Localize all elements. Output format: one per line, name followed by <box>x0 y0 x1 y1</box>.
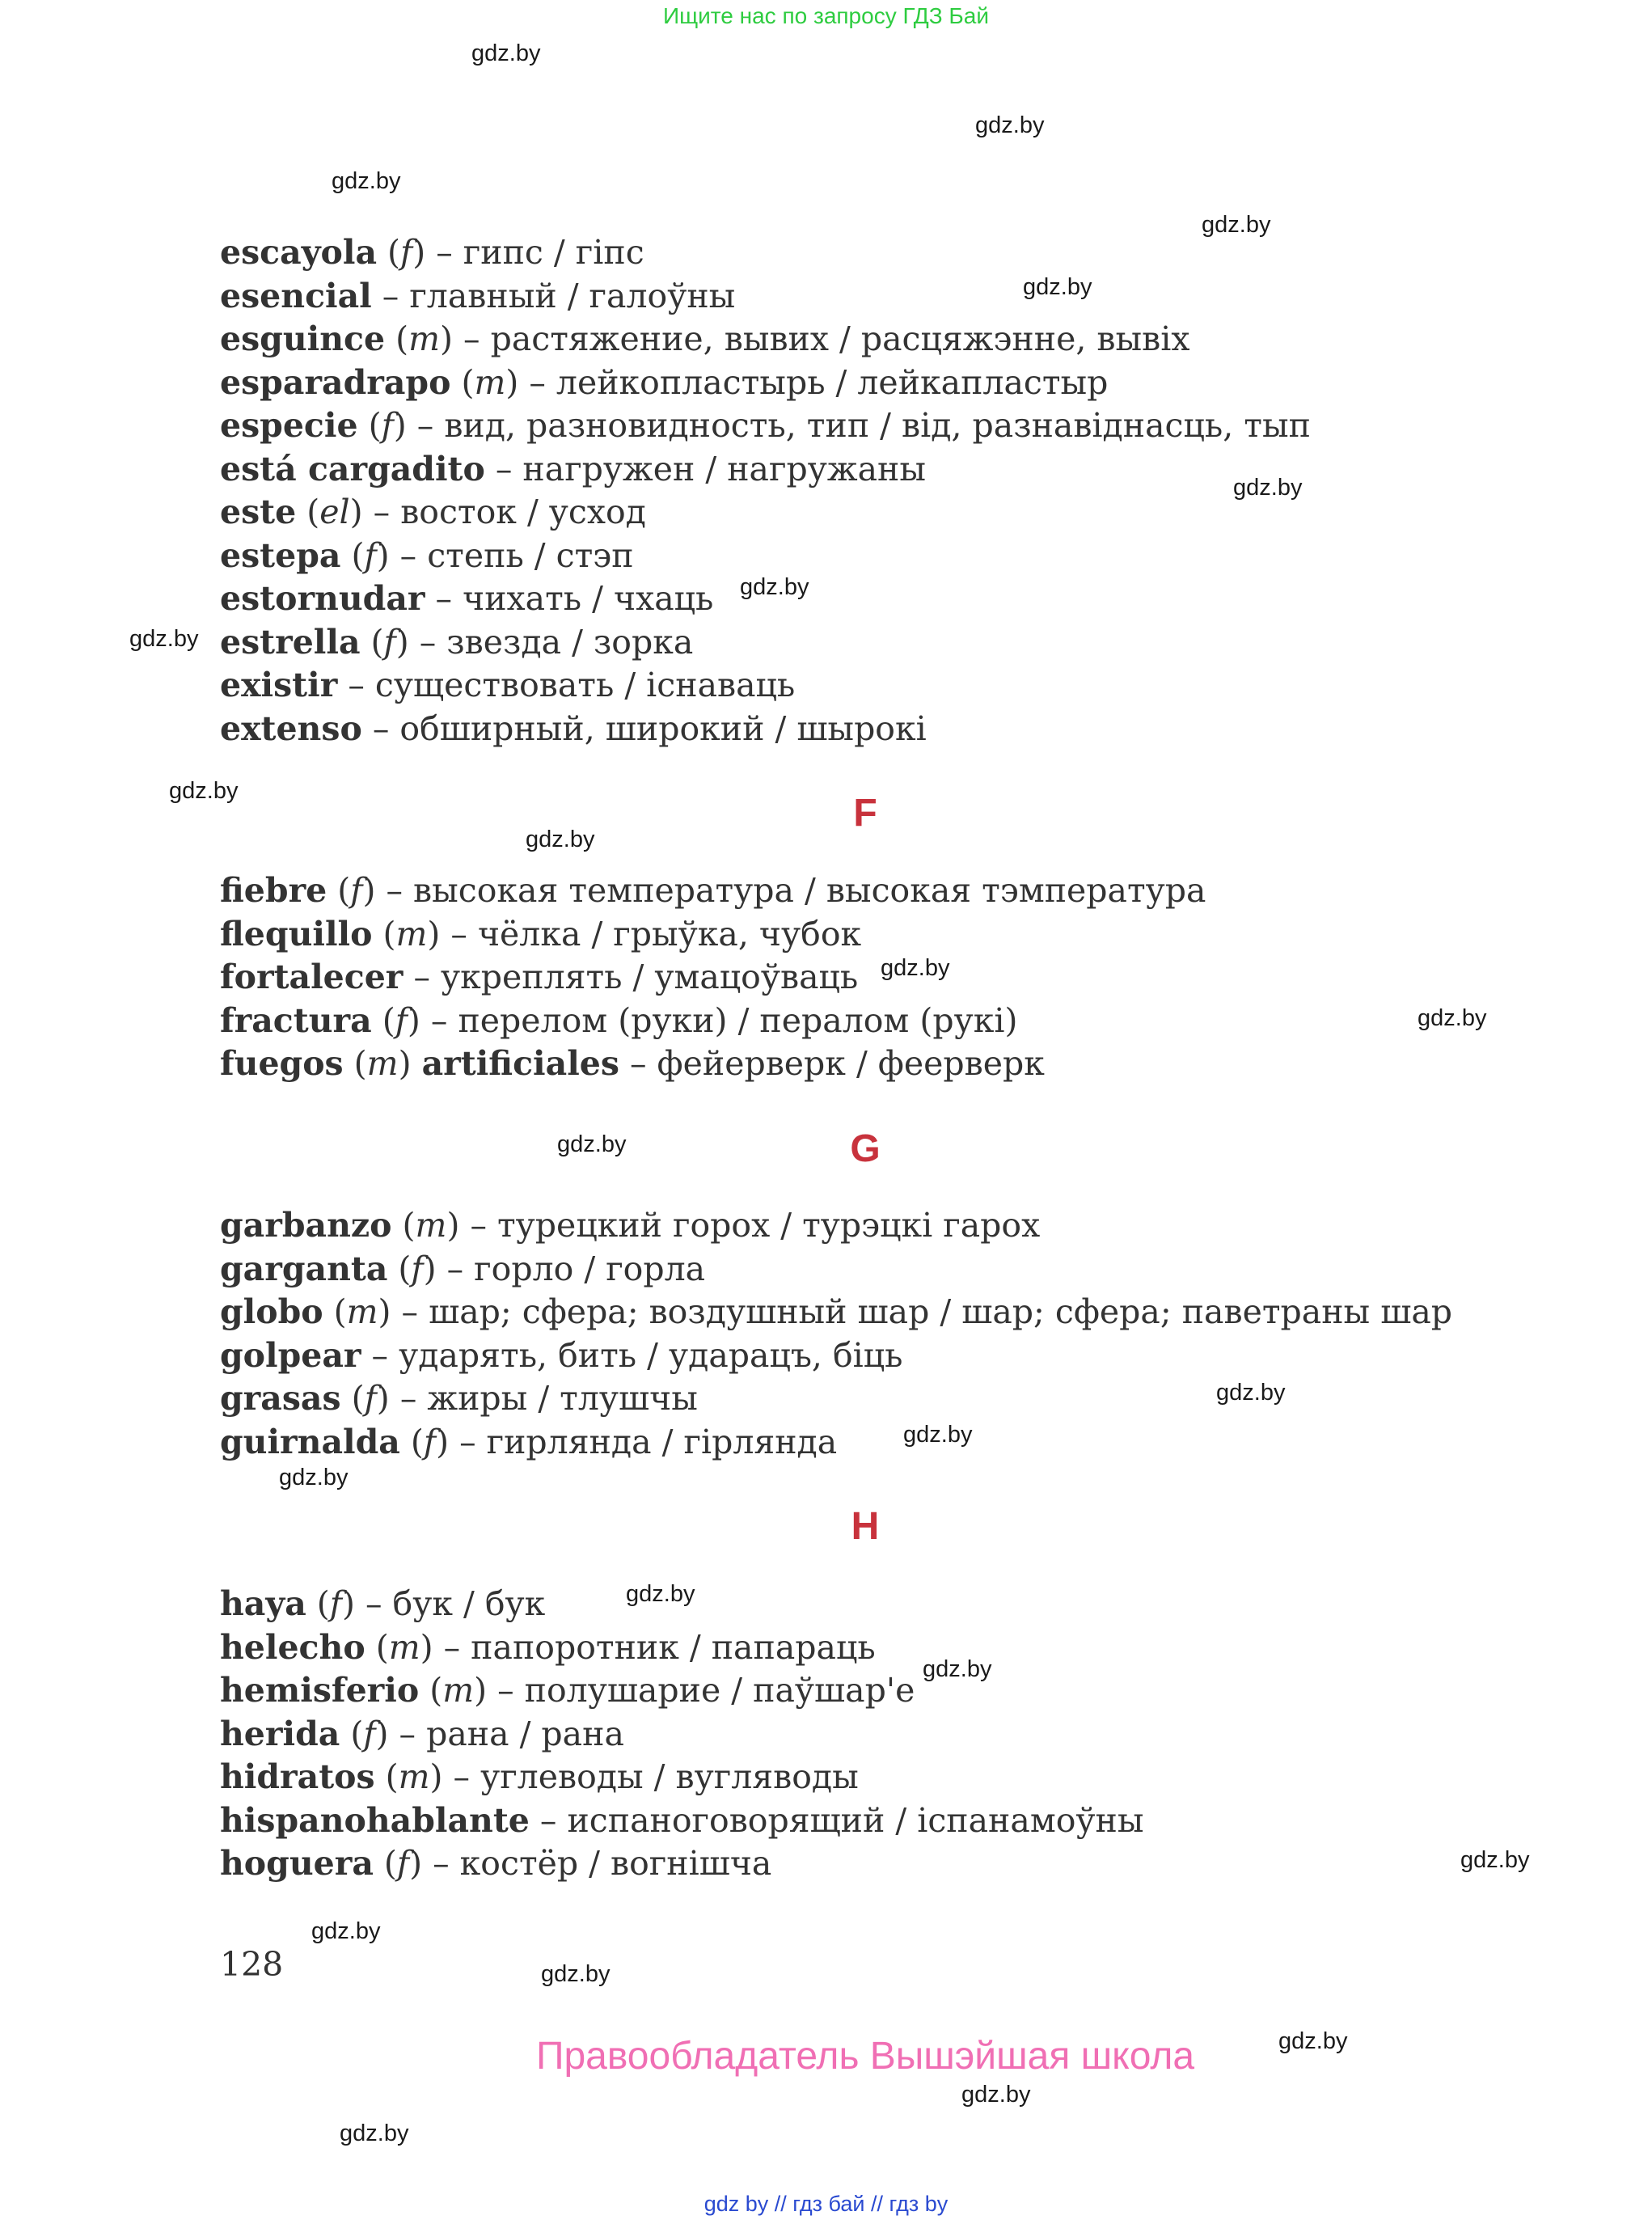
entry-gender: f <box>364 1379 377 1418</box>
dictionary-entry: fractura (f) – перелом (руки) / пералом (рукі) <box>220 1000 1018 1040</box>
entry-translation: восток / усход <box>400 493 646 531</box>
entry-gender: f <box>364 535 377 575</box>
entry-list-h <box>220 1583 1144 1886</box>
entry-gender: f <box>395 1000 408 1040</box>
page-number: 128 <box>220 1945 284 1984</box>
entry-term: flequillo <box>220 914 373 953</box>
entry-term: esencial <box>220 276 372 315</box>
entry-gender: f <box>329 1584 342 1623</box>
entry-term: existir <box>220 666 338 704</box>
watermark: gdz.by <box>169 778 239 804</box>
entry-translation: бук / бук <box>392 1584 546 1623</box>
dictionary-entry: garbanzo (m) – турецкий горох / турэцкі гарох <box>220 1206 1041 1245</box>
watermark: gdz.by <box>1216 1380 1286 1406</box>
dictionary-entry: esparadrapo (m) – лейкопластырь / лейкапластыр <box>220 362 1109 402</box>
watermark: gdz.by <box>1278 2028 1348 2054</box>
watermark: gdz.by <box>1418 1005 1487 1031</box>
entry-translation: существовать / існаваць <box>374 666 796 704</box>
entry-term: esguince <box>220 319 386 358</box>
entry-list-e <box>220 231 1311 750</box>
entry-term: fuegos <box>220 1044 344 1083</box>
entry-gender: m <box>474 362 506 402</box>
entry-translation: степь / стэп <box>427 535 634 575</box>
watermark: gdz.by <box>471 40 541 66</box>
watermark: gdz.by <box>129 626 199 652</box>
entry-translation: рана / рана <box>426 1714 624 1753</box>
dictionary-entry: garganta (f) – горло / горла <box>220 1249 706 1288</box>
entry-gender: f <box>396 1844 410 1883</box>
entry-term: estepa <box>220 535 341 575</box>
entry-translation: главный / галоўны <box>409 276 736 315</box>
dictionary-entry: especie (f) – вид, разновидность, тип / від, разнавіднасць, тып <box>220 406 1311 445</box>
entry-term: garganta <box>220 1249 388 1288</box>
dictionary-entry: fortalecer – укреплять / умацоўваць <box>220 958 859 996</box>
dictionary-entry: esencial – главный / галоўны <box>220 276 736 315</box>
entry-gender: f <box>423 1422 437 1461</box>
entry-gender: f <box>411 1249 424 1288</box>
entry-translation: углеводы / вугляводы <box>480 1757 859 1796</box>
dictionary-entry: hemisferio (m) – полушарие / паўшар'е <box>220 1671 915 1710</box>
entry-term: estornudar <box>220 579 425 618</box>
entry-gender: m <box>388 1627 420 1667</box>
dictionary-entry: herida (f) – рана / рана <box>220 1714 624 1753</box>
dictionary-entry: guirnalda (f) – гирлянда / гірлянда <box>220 1422 838 1461</box>
footer-links[interactable]: gdz by // гдз бай // гдз by <box>703 2192 949 2216</box>
entry-translation: нагружен / нагружаны <box>522 449 926 488</box>
entry-term: especie <box>220 406 358 445</box>
entry-term: hemisferio <box>220 1671 420 1710</box>
entry-term: hispanohablante <box>220 1800 530 1840</box>
entry-translation: гирлянда / гірлянда <box>486 1422 838 1461</box>
entry-term: hidratos <box>220 1757 375 1796</box>
entry-term: esparadrapo <box>220 362 451 402</box>
entry-term: helecho <box>220 1627 365 1667</box>
dictionary-entry: hispanohablante – испаноговорящий / іспанамоўны <box>220 1800 1144 1840</box>
entry-translation: чихать / чхаць <box>463 579 714 618</box>
entry-gender: el <box>319 493 350 531</box>
entry-translation: турецкий горох / турэцкі гарох <box>497 1206 1041 1245</box>
entry-translation: шар; сфера; воздушный шар / шар; сфера; паветраны шар <box>429 1292 1453 1331</box>
entry-translation: высокая температура / высокая тэмпература <box>413 871 1206 910</box>
dictionary-entry: extenso – обширный, широкий / шырокі <box>220 708 927 748</box>
section-letter-f: F <box>853 792 877 835</box>
dictionary-entry: helecho (m) – папоротник / папараць <box>220 1627 876 1667</box>
entry-term: grasas <box>220 1379 341 1418</box>
section-letter-h: H <box>851 1505 880 1548</box>
entry-translation: горло / горла <box>474 1249 706 1288</box>
entry-translation: полушарие / паўшар'е <box>524 1671 915 1710</box>
entry-gender: m <box>395 914 428 953</box>
dictionary-entry: esguince (m) – растяжение, вывих / расцяжэнне, вывіх <box>220 319 1190 358</box>
entry-translation: ударять, бить / ударацъ, біць <box>399 1335 903 1375</box>
watermark: gdz.by <box>1202 212 1271 238</box>
entry-translation: папоротник / папараць <box>471 1627 876 1667</box>
entry-term: escayola <box>220 233 378 272</box>
entry-term-suffix: artificiales <box>421 1044 619 1083</box>
dictionary-entry: hoguera (f) – костёр / вогнішча <box>220 1844 772 1883</box>
dictionary-entry: hidratos (m) – углеводы / вугляводы <box>220 1757 859 1796</box>
watermark: gdz.by <box>903 1422 973 1448</box>
entry-translation: вид, разновидность, тип / від, разнавіднасць, тып <box>444 406 1311 445</box>
watermark: gdz.by <box>975 112 1045 138</box>
entry-gender: f <box>383 622 396 662</box>
watermark: gdz.by <box>1023 274 1092 300</box>
dictionary-entry: flequillo (m) – чёлка / грыўка, чубок <box>220 914 862 953</box>
dictionary-entry: existir – существовать / існаваць <box>220 666 796 704</box>
entry-translation: чёлка / грыўка, чубок <box>477 914 862 953</box>
watermark: gdz.by <box>923 1656 992 1682</box>
rights-holder: Правообладатель Вышэйшая школа <box>535 2035 1195 2078</box>
entry-term: herida <box>220 1714 340 1753</box>
section-letter-g: G <box>850 1127 881 1170</box>
dictionary-entry: estornudar – чихать / чхаць <box>220 579 714 618</box>
entry-term: hoguera <box>220 1844 374 1883</box>
entry-translation: жиры / тлушчы <box>427 1379 698 1418</box>
top-banner: Ищите нас по запросу ГДЗ Бай <box>662 3 990 28</box>
entry-term: estrella <box>220 622 361 662</box>
entry-translation: обширный, широкий / шырокі <box>399 708 927 748</box>
dictionary-entry: fiebre (f) – высокая температура / высокая тэмпература <box>220 871 1206 910</box>
dictionary-entry: escayola (f) – гипс / гіпс <box>220 233 644 272</box>
watermark: gdz.by <box>961 2082 1031 2108</box>
watermark: gdz.by <box>332 168 401 194</box>
dictionary-entry: golpear – ударять, бить / ударацъ, біць <box>220 1335 903 1375</box>
dictionary-entry: está cargadito – нагружен / нагружаны <box>220 449 926 488</box>
entry-gender: f <box>363 1714 376 1753</box>
entry-gender: f <box>350 871 363 910</box>
entry-term: globo <box>220 1292 323 1331</box>
dictionary-entry: fuegos (m) artificiales – фейерверк / феерверк <box>220 1044 1045 1083</box>
watermark: gdz.by <box>1460 1847 1530 1873</box>
entry-gender: m <box>346 1292 378 1331</box>
entry-gender: m <box>442 1671 475 1710</box>
entry-translation: растяжение, вывих / расцяжэнне, вывіх <box>490 319 1190 358</box>
dictionary-entry: este (el) – восток / усход <box>220 493 646 531</box>
watermark: gdz.by <box>626 1581 695 1607</box>
entry-translation: звезда / зорка <box>446 622 694 662</box>
dictionary-entry: haya (f) – бук / бук <box>220 1584 546 1623</box>
entry-translation: костёр / вогнішча <box>459 1844 772 1883</box>
entry-term: fiebre <box>220 871 327 910</box>
watermark: gdz.by <box>881 955 950 981</box>
entry-gender: m <box>366 1044 399 1083</box>
entry-translation: лейкопластырь / лейкапластыр <box>556 362 1109 402</box>
entry-term: este <box>220 493 297 531</box>
entry-term: está cargadito <box>220 449 485 488</box>
entry-gender: m <box>415 1206 447 1245</box>
entry-list-f <box>220 869 1206 1086</box>
entry-translation: гипс / гіпс <box>463 233 644 272</box>
dictionary-entry: grasas (f) – жиры / тлушчы <box>220 1379 698 1418</box>
dictionary-entry: globo (m) – шар; сфера; воздушный шар / шар; сфера; паветраны шар <box>220 1292 1453 1331</box>
entry-term: fractura <box>220 1000 372 1040</box>
dictionary-entry: estepa (f) – степь / стэп <box>220 535 634 575</box>
entry-list-g <box>220 1204 1452 1464</box>
entry-gender: m <box>398 1757 430 1796</box>
entry-term: extenso <box>220 708 362 748</box>
entry-term: haya <box>220 1584 306 1623</box>
watermark: gdz.by <box>526 827 595 852</box>
watermark: gdz.by <box>1233 475 1303 501</box>
entry-term: garbanzo <box>220 1206 392 1245</box>
watermark: gdz.by <box>541 1961 611 1987</box>
watermark: gdz.by <box>740 574 809 600</box>
entry-gender: f <box>381 406 394 445</box>
entry-term: golpear <box>220 1335 361 1375</box>
entry-translation: фейерверк / феерверк <box>657 1044 1045 1083</box>
entry-term: fortalecer <box>220 958 403 996</box>
entry-term: guirnalda <box>220 1422 400 1461</box>
entry-translation: перелом (руки) / пералом (рукі) <box>458 1000 1018 1040</box>
watermark: gdz.by <box>340 2120 409 2146</box>
entry-gender: m <box>408 319 441 358</box>
entry-translation: испаноговорящий / іспанамоўны <box>567 1800 1144 1840</box>
watermark: gdz.by <box>279 1465 349 1490</box>
watermark: gdz.by <box>557 1131 627 1157</box>
entry-translation: укреплять / умацоўваць <box>440 958 859 996</box>
entry-gender: f <box>400 233 413 272</box>
watermark: gdz.by <box>311 1918 381 1944</box>
dictionary-entry: estrella (f) – звезда / зорка <box>220 622 694 662</box>
